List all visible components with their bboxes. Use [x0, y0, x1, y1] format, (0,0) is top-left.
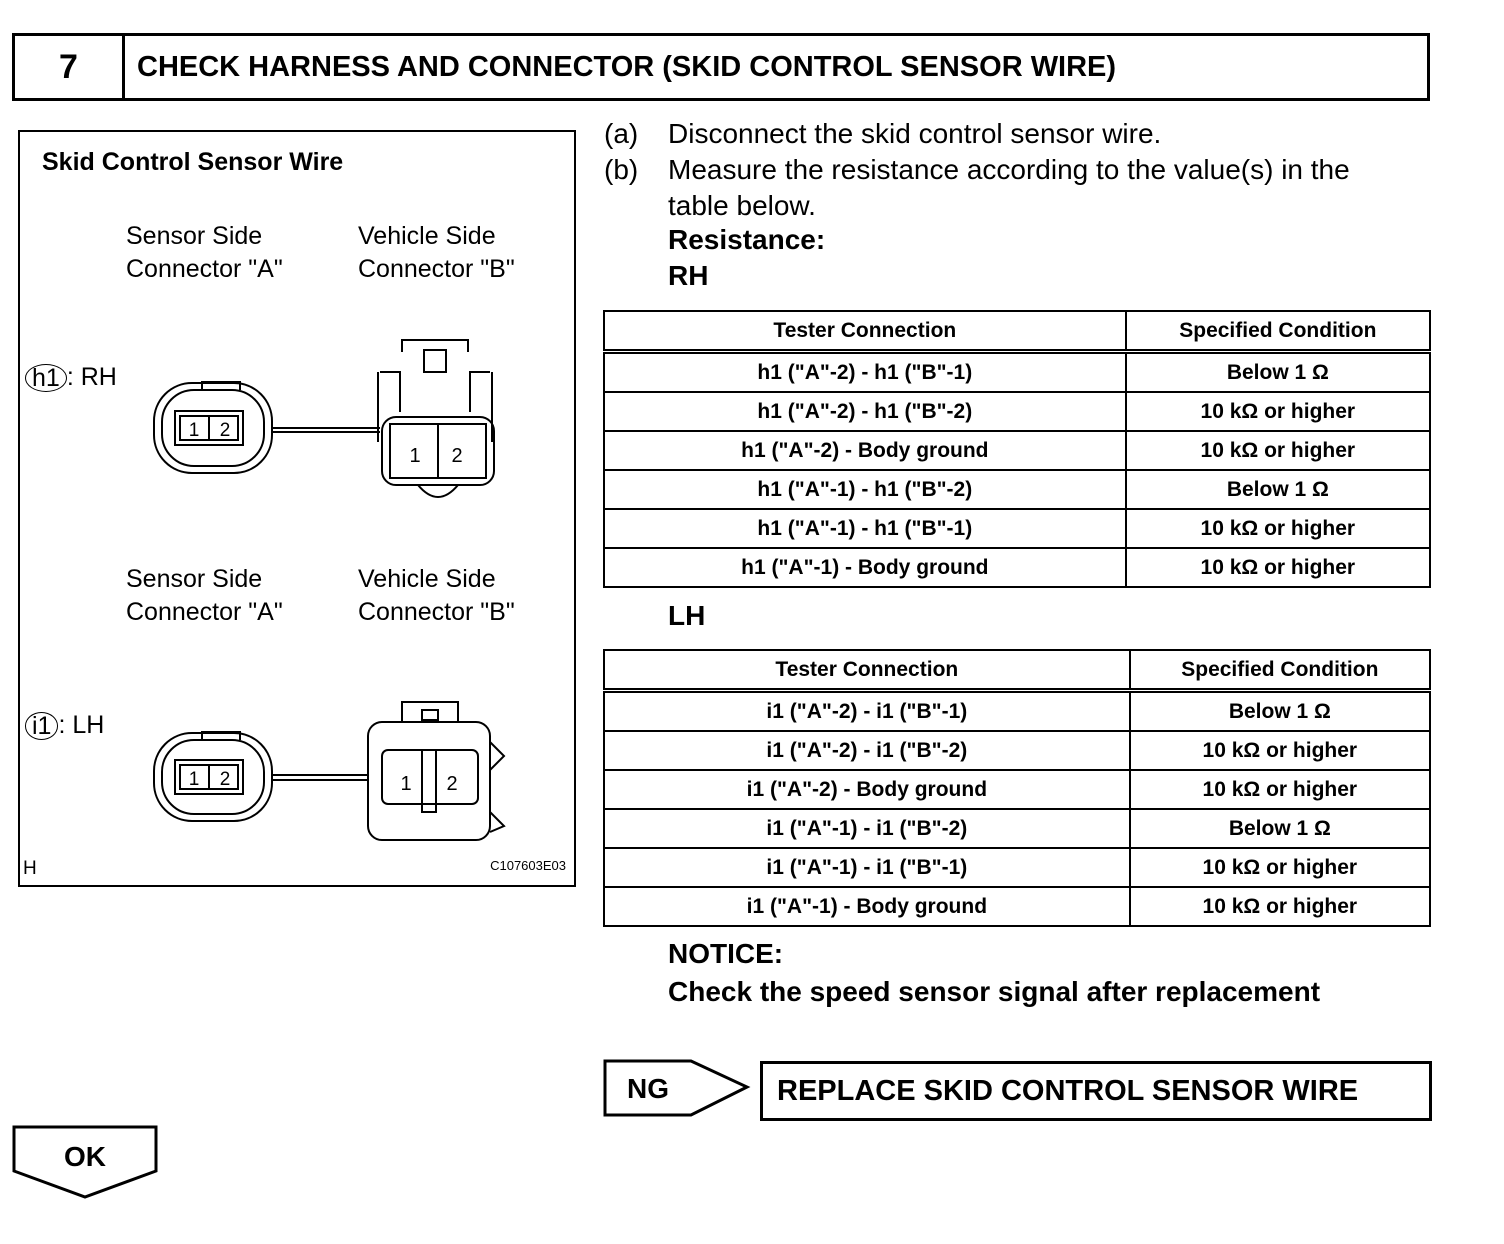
step-b: (b) Measure the resistance according to the value(s) in the [604, 154, 1350, 185]
table-row: h1 ("A"-2) - h1 ("B"-2) 10 kΩ or higher [604, 392, 1430, 431]
rh-heading: RH [668, 260, 709, 291]
lh-connector-tag: i1 : LH [25, 711, 104, 740]
figure-code: C107603E03 [490, 858, 566, 873]
step-title: CHECK HARNESS AND CONNECTOR (SKID CONTROL SENSOR WIRE) [137, 50, 1117, 83]
notice-title: NOTICE: [668, 938, 784, 969]
ng-arrow-box[interactable] [603, 1059, 753, 1119]
column-header: Tester Connection [604, 650, 1130, 691]
step-a: (a) Disconnect the skid control sensor wire. [604, 118, 1162, 149]
lh-a-pin-2: 2 [219, 769, 231, 790]
table-row: h1 ("A"-2) - Body ground 10 kΩ or higher [604, 431, 1430, 470]
figure-corner-mark: H [23, 858, 37, 879]
column-header: Tester Connection [604, 311, 1126, 352]
lh-vehicle-side-label: Vehicle Side Connector "B" [358, 565, 515, 626]
connector-figure [18, 130, 576, 887]
rh-vehicle-connector-icon [378, 340, 494, 497]
rh-connector-tag: h1 : RH [25, 363, 117, 392]
lh-b-pin-2: 2 [446, 773, 458, 795]
table-row: i1 ("A"-2) - i1 ("B"-2) 10 kΩ or higher [604, 731, 1430, 770]
lh-sensor-connector-icon [154, 732, 368, 821]
table-row: i1 ("A"-1) - i1 ("B"-2) Below 1 Ω [604, 809, 1430, 848]
rh-a-pin-2: 2 [219, 420, 231, 441]
step-number: 7 [15, 36, 125, 98]
lh-resistance-table [603, 649, 1431, 927]
table-row: h1 ("A"-1) - h1 ("B"-1) 10 kΩ or higher [604, 509, 1430, 548]
figure-title: Skid Control Sensor Wire [42, 148, 344, 176]
step-header [12, 33, 1430, 101]
table-row: i1 ("A"-2) - Body ground 10 kΩ or higher [604, 770, 1430, 809]
column-header: Specified Condition [1126, 311, 1430, 352]
notice-text: Check the speed sensor signal after replacement [668, 976, 1321, 1007]
rh-b-pin-1: 1 [409, 445, 421, 467]
connector-drawings [20, 132, 574, 885]
rh-b-pin-2: 2 [451, 445, 463, 467]
table-row: h1 ("A"-1) - h1 ("B"-2) Below 1 Ω [604, 470, 1430, 509]
rh-vehicle-side-label: Vehicle Side Connector "B" [358, 222, 515, 283]
lh-a-pin-1: 1 [188, 769, 200, 790]
rh-resistance-table [603, 310, 1431, 588]
table-row: h1 ("A"-2) - h1 ("B"-1) Below 1 Ω [604, 352, 1430, 393]
i1-circle-label: i1 [25, 712, 58, 740]
column-header: Specified Condition [1130, 650, 1430, 691]
replace-action-box: REPLACE SKID CONTROL SENSOR WIRE [760, 1061, 1432, 1121]
lh-sensor-side-label: Sensor Side Connector "A" [126, 565, 283, 626]
rh-a-pin-1: 1 [188, 420, 200, 441]
table-row: i1 ("A"-1) - i1 ("B"-1) 10 kΩ or higher [604, 848, 1430, 887]
lh-b-pin-1: 1 [400, 773, 412, 795]
table-row: i1 ("A"-2) - i1 ("B"-1) Below 1 Ω [604, 691, 1430, 732]
ng-label: NG [627, 1073, 669, 1104]
rh-sensor-side-label: Sensor Side Connector "A" [126, 222, 283, 283]
ok-arrow-box[interactable] [12, 1125, 162, 1201]
table-row: h1 ("A"-1) - Body ground 10 kΩ or higher [604, 548, 1430, 587]
lh-heading: LH [668, 600, 706, 631]
table-row: i1 ("A"-1) - Body ground 10 kΩ or higher [604, 887, 1430, 926]
lh-vehicle-connector-icon [368, 702, 504, 840]
resistance-heading: Resistance: [668, 224, 826, 255]
step-b-continued: table below. [668, 190, 816, 221]
h1-circle-label: h1 [25, 364, 67, 392]
ok-label: OK [64, 1141, 106, 1172]
